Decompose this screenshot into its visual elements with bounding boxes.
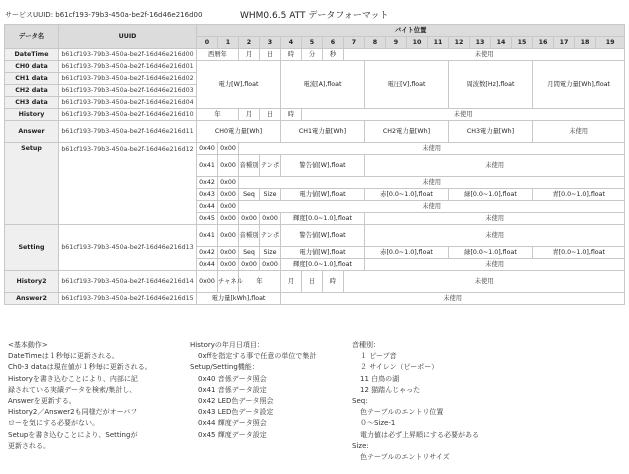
note-line: 0x40 音係データ照会 — [198, 374, 267, 383]
unused-cell: 未使用 — [365, 259, 625, 271]
field-warn-value: 警告値[W],float — [281, 225, 365, 247]
header-data-name: データ名 — [5, 25, 59, 49]
field-brightness: 輝度[0.0~1.0],float — [281, 213, 365, 225]
row-uuid: b61cf193-79b3-450a-be2f-16d46e216d15 — [59, 293, 197, 305]
note-line: 12 猫踏んじゃった — [360, 385, 421, 394]
field-ch1-energy: CH1電力量[Wh] — [281, 121, 365, 143]
field-tempo: テンポ — [260, 225, 281, 247]
field-power-value: 電力値[W],float — [281, 189, 365, 201]
note-line: History2／Answer2も同様だがオーバフ — [8, 408, 138, 417]
cmd-code: 0x00 — [197, 271, 218, 293]
field-ch2-energy: CH2電力量[Wh] — [365, 121, 449, 143]
byte-number: 3 — [260, 37, 281, 49]
row-uuid: b61cf193-79b3-450a-be2f-16d46e216d02 — [59, 73, 197, 85]
field-day: 日 — [302, 271, 323, 293]
note-line: 録されている実績データを検索/集計し、 — [8, 385, 137, 394]
note-line: ０〜Size-1 — [360, 419, 396, 428]
unused-cell: 未使用 — [281, 293, 625, 305]
field-seq: Seq — [239, 189, 260, 201]
channel-code: 0x00 — [218, 201, 239, 213]
row-history2 — [5, 271, 625, 293]
row-name: CH1 data — [5, 73, 59, 85]
cmd-code: 0x42 — [197, 247, 218, 259]
field-tempo: テンポ — [260, 155, 281, 177]
note-line: Ch0-3 dataは現在値が１秒毎に更新される。 — [8, 363, 152, 372]
byte-number: 12 — [449, 37, 470, 49]
note-line: Size: — [352, 441, 369, 450]
row-uuid: b61cf193-79b3-450a-be2f-16d46e216d11 — [59, 121, 197, 143]
byte-number: 14 — [491, 37, 512, 49]
field-month: 月 — [239, 109, 260, 121]
note-line: 0x44 輝度データ照会 — [198, 419, 267, 428]
field-size: Size — [260, 189, 281, 201]
field-ch3-energy: CH3電力量[Wh] — [449, 121, 533, 143]
row-setting-0x41 — [5, 225, 625, 247]
byte-number: 11 — [428, 37, 449, 49]
byte-number: 19 — [596, 37, 625, 49]
field-size: Size — [260, 247, 281, 259]
note-line: ローを気にする必要がない。 — [8, 419, 99, 428]
channel-code: 0x00 — [218, 225, 239, 247]
field-hour: 時 — [281, 49, 302, 61]
field-brightness: 輝度[0.0~1.0],float — [281, 259, 365, 271]
field-red: 赤[0.0~1.0],float — [365, 189, 449, 201]
byte-number: 2 — [239, 37, 260, 49]
cmd-code: 0x41 — [197, 155, 218, 177]
row-answer2 — [5, 293, 625, 305]
unused-cell: 未使用 — [239, 201, 625, 213]
unused-cell: 未使用 — [365, 155, 625, 177]
channel-code: 0x00 — [218, 143, 239, 155]
field-day: 日 — [260, 49, 281, 61]
field-seq: Seq — [239, 247, 260, 259]
unused-cell: 未使用 — [344, 49, 625, 61]
note-line: 更新される。 — [8, 441, 50, 450]
unused-cell: 未使用 — [239, 177, 625, 189]
unused-cell: 未使用 — [365, 225, 625, 247]
byte-number: 9 — [386, 37, 407, 49]
byte-number: 5 — [302, 37, 323, 49]
channel-code: 0x00 — [218, 213, 239, 225]
service-uuid-label: サービスUUID: b61cf193-79b3-450a-be2f-16d46e216d00 — [5, 11, 203, 19]
note-line: Historyを書き込むことにより、内部に記 — [8, 374, 138, 383]
byte-number: 18 — [575, 37, 596, 49]
field-year: 年 — [197, 109, 239, 121]
field-current: 電流[A],float — [281, 61, 365, 109]
note-line: 0x42 LED色データ照会 — [198, 397, 274, 406]
cmd-code: 0x44 — [197, 259, 218, 271]
cmd-code: 0x40 — [197, 143, 218, 155]
note-line: ２ サイレン（ピーポー） — [360, 363, 439, 372]
field-month: 月 — [281, 271, 302, 293]
unused-cell: 未使用 — [344, 271, 625, 293]
channel-code: 0x00 — [218, 155, 239, 177]
field-day: 日 — [260, 109, 281, 121]
byte-number: 1 — [218, 37, 239, 49]
note-line: 音種別： — [352, 341, 380, 349]
row-name: Setting — [5, 225, 59, 271]
field-channel: チャネル — [218, 271, 239, 293]
row-name: DateTime — [5, 49, 59, 61]
cmd-code: 0x42 — [197, 177, 218, 189]
field-energy-kwh: 電力量[kWh],float — [197, 293, 281, 305]
field-power: 電力[W],float — [197, 61, 281, 109]
field-blue: 青[0.0~1.0],float — [533, 247, 625, 259]
field-green: 緑[0.0~1.0],float — [449, 247, 533, 259]
row-name: Setup — [5, 143, 59, 225]
row-uuid: b61cf193-79b3-450a-be2f-16d46e216d14 — [59, 271, 197, 293]
row-setup-0x40 — [5, 143, 625, 155]
header-uuid: UUID — [59, 25, 197, 49]
row-uuid: b61cf193-79b3-450a-be2f-16d46e216d13 — [59, 225, 197, 271]
note-line: １ ピーブ音 — [360, 352, 397, 361]
byte-number: 15 — [512, 37, 533, 49]
row-name: Answer — [5, 121, 59, 143]
byte-number: 7 — [344, 37, 365, 49]
byte-number: 17 — [554, 37, 575, 49]
row-uuid: b61cf193-79b3-450a-be2f-16d46e216d10 — [59, 109, 197, 121]
field-power-value: 電力値[W],float — [281, 247, 365, 259]
field-warn-value: 警告値[W],float — [281, 155, 365, 177]
header-byte-position: バイト位置 — [197, 25, 625, 37]
note-line: DateTimeは１秒毎に更新される。 — [8, 352, 119, 361]
unused-cell: 未使用 — [365, 213, 625, 225]
field-voltage: 電圧[V],float — [365, 61, 449, 109]
row-name: Answer2 — [5, 293, 59, 305]
row-name: CH0 data — [5, 61, 59, 73]
field-red: 赤[0.0~1.0],float — [365, 247, 449, 259]
byte-number: 0 — [197, 37, 218, 49]
row-name: CH3 data — [5, 97, 59, 109]
note-line: Setup/Setting機能： — [190, 363, 259, 372]
row-uuid: b61cf193-79b3-450a-be2f-16d46e216d01 — [59, 61, 197, 73]
field-blue: 青[0.0~1.0],float — [533, 189, 625, 201]
row-name: History2 — [5, 271, 59, 293]
notes-setup-functions — [190, 340, 316, 441]
row-name: CH2 data — [5, 85, 59, 97]
pad-code: 0x00 — [239, 213, 260, 225]
field-ch0-energy: CH0電力量[Wh] — [197, 121, 281, 143]
field-hour: 時 — [281, 109, 302, 121]
field-year: 西暦年 — [197, 49, 239, 61]
note-line: 0x43 LED色データ設定 — [198, 408, 274, 417]
byte-number: 8 — [365, 37, 386, 49]
field-minute: 分 — [302, 49, 323, 61]
field-second: 秒 — [323, 49, 344, 61]
field-monthly-energy: 月間電力量[Wh],float — [533, 61, 625, 109]
note-line: 11 白鳥の湖 — [360, 374, 400, 383]
field-green: 緑[0.0~1.0],float — [449, 189, 533, 201]
note-line: 0xffを指定する事で任意の単位で集計 — [198, 352, 317, 361]
unused-cell: 未使用 — [239, 143, 625, 155]
field-frequency: 周波数[Hz],float — [449, 61, 533, 109]
pad-code: 0x00 — [260, 259, 281, 271]
cmd-code: 0x45 — [197, 213, 218, 225]
byte-number: 13 — [470, 37, 491, 49]
byte-number: 4 — [281, 37, 302, 49]
row-history — [5, 109, 625, 121]
note-line: 色テーブルのエントリ位置 — [360, 408, 444, 417]
row-ch0 — [5, 61, 625, 73]
field-hour: 時 — [323, 271, 344, 293]
channel-code: 0x00 — [218, 189, 239, 201]
byte-number: 16 — [533, 37, 554, 49]
notes-sound-color — [352, 340, 479, 463]
note-line: 色テーブルのエントリサイズ — [360, 453, 450, 462]
field-year: 年 — [239, 271, 281, 293]
note-line: Seq: — [352, 397, 368, 406]
unused-cell: 未使用 — [302, 109, 625, 121]
note-line: 電力値は必ず上昇順にする必要がある — [360, 430, 479, 439]
row-datetime — [5, 49, 625, 61]
note-line: Historyの年月日項目： — [190, 341, 264, 349]
row-uuid: b61cf193-79b3-450a-be2f-16d46e216d12 — [59, 143, 197, 225]
byte-number: 6 — [323, 37, 344, 49]
unused-cell: 未使用 — [533, 121, 625, 143]
att-format-table — [4, 24, 625, 305]
row-uuid: b61cf193-79b3-450a-be2f-16d46e216d00 — [59, 49, 197, 61]
field-sound-type: 音種別 — [239, 155, 260, 177]
channel-code: 0x00 — [218, 177, 239, 189]
note-line: 0x41 音係データ設定 — [198, 385, 267, 394]
field-month: 月 — [239, 49, 260, 61]
note-line: 0x45 輝度データ設定 — [198, 430, 267, 439]
cmd-code: 0x43 — [197, 189, 218, 201]
note-line: Setupを書き込むことにより、Settingが — [8, 430, 138, 439]
row-uuid: b61cf193-79b3-450a-be2f-16d46e216d04 — [59, 97, 197, 109]
pad-code: 0x00 — [260, 213, 281, 225]
cmd-code: 0x44 — [197, 201, 218, 213]
channel-code: 0x00 — [218, 259, 239, 271]
field-sound-type: 音種別 — [239, 225, 260, 247]
cmd-code: 0x41 — [197, 225, 218, 247]
note-line: Answerを更新する。 — [8, 397, 76, 406]
row-name: History — [5, 109, 59, 121]
note-line: <基本動作> — [8, 341, 48, 349]
document-title: WHM0.6.5 ATT データフォーマット — [240, 11, 389, 21]
row-uuid: b61cf193-79b3-450a-be2f-16d46e216d03 — [59, 85, 197, 97]
channel-code: 0x00 — [218, 247, 239, 259]
byte-number: 10 — [407, 37, 428, 49]
notes-basic-operation — [8, 340, 152, 452]
row-answer — [5, 121, 625, 143]
pad-code: 0x00 — [239, 259, 260, 271]
